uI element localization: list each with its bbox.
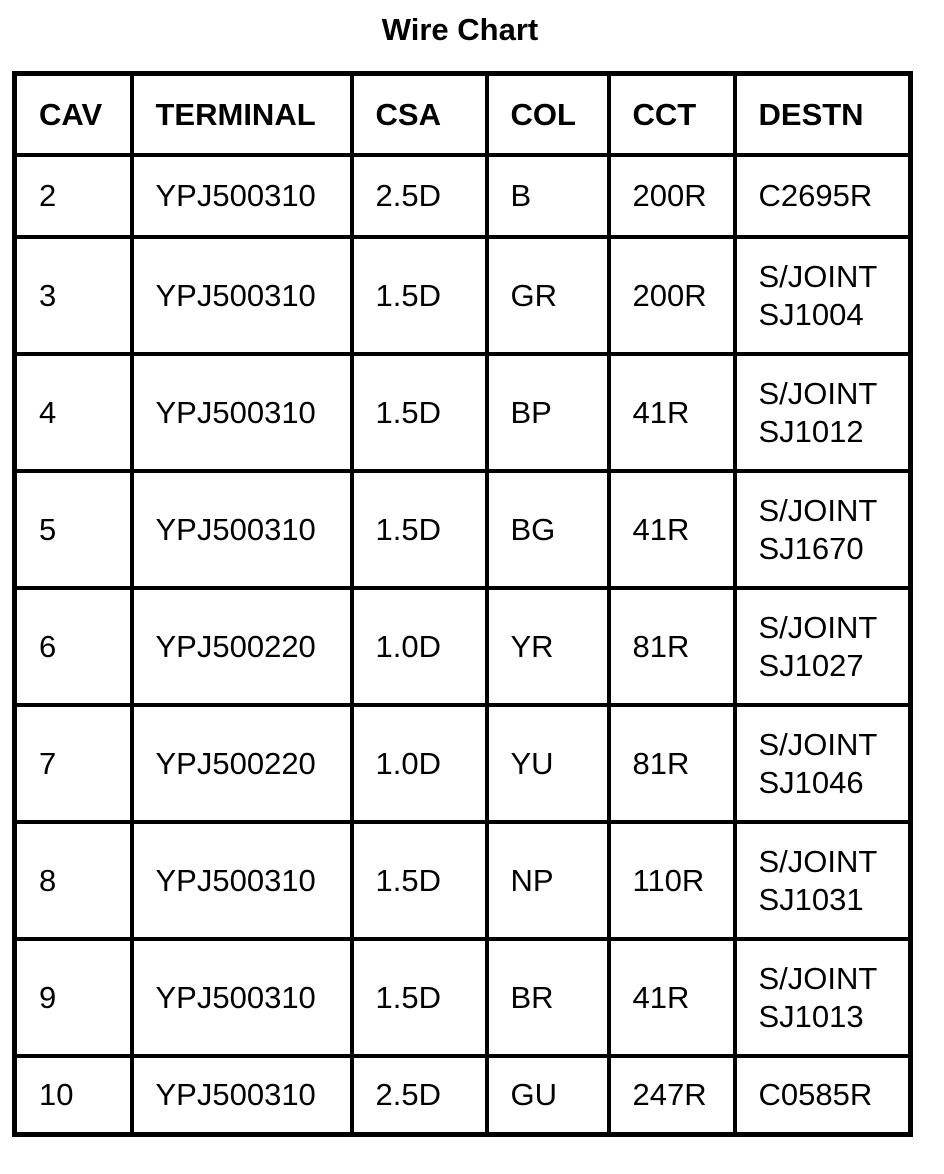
column-header-destn: DESTN xyxy=(735,74,911,156)
cell-destn xyxy=(735,471,911,588)
destn-line: S/JOINT xyxy=(758,375,878,411)
cell-csa: 1.5D xyxy=(352,822,487,939)
cell-terminal: YPJ500310 xyxy=(132,155,352,237)
cell-destn xyxy=(735,237,911,354)
cell-cct: 81R xyxy=(609,705,735,822)
cell-terminal: YPJ500220 xyxy=(132,588,352,705)
cell-terminal: YPJ500310 xyxy=(132,1056,352,1135)
destn-line: C2695R xyxy=(758,178,873,213)
table-row xyxy=(15,1056,911,1135)
cell-cav: 4 xyxy=(15,354,132,471)
column-header-cct: CCT xyxy=(609,74,735,156)
wire-chart-table xyxy=(12,71,913,1137)
column-header-terminal: TERMINAL xyxy=(132,74,352,156)
cell-destn xyxy=(735,155,911,237)
cell-cct: 41R xyxy=(609,939,735,1056)
cell-cct: 110R xyxy=(609,822,735,939)
destn-line: SJ1013 xyxy=(758,998,864,1034)
destn-line: S/JOINT xyxy=(758,726,878,762)
destn-line: SJ1004 xyxy=(758,296,864,332)
cell-destn xyxy=(735,705,911,822)
cell-csa: 1.5D xyxy=(352,354,487,471)
cell-cav: 9 xyxy=(15,939,132,1056)
cell-destn xyxy=(735,588,911,705)
table-row xyxy=(15,939,911,1056)
destn-line: SJ1012 xyxy=(758,413,864,449)
cell-destn xyxy=(735,354,911,471)
column-header-csa: CSA xyxy=(352,74,487,156)
cell-col: YR xyxy=(487,588,609,705)
cell-col: GU xyxy=(487,1056,609,1135)
cell-cct: 200R xyxy=(609,237,735,354)
header-row xyxy=(15,74,911,156)
destn-line: SJ1670 xyxy=(758,530,864,566)
column-header-cav: CAV xyxy=(15,74,132,156)
cell-col: YU xyxy=(487,705,609,822)
cell-destn xyxy=(735,939,911,1056)
cell-cct: 247R xyxy=(609,1056,735,1135)
destn-line: SJ1046 xyxy=(758,764,864,800)
cell-terminal: YPJ500310 xyxy=(132,939,352,1056)
cell-csa: 1.5D xyxy=(352,939,487,1056)
cell-terminal: YPJ500310 xyxy=(132,822,352,939)
cell-destn xyxy=(735,822,911,939)
cell-col: BG xyxy=(487,471,609,588)
cell-cct: 41R xyxy=(609,471,735,588)
destn-line: S/JOINT xyxy=(758,960,878,996)
cell-col: BR xyxy=(487,939,609,1056)
destn-line: SJ1031 xyxy=(758,881,864,917)
column-header-col: COL xyxy=(487,74,609,156)
cell-col: BP xyxy=(487,354,609,471)
cell-cct: 81R xyxy=(609,588,735,705)
destn-line: S/JOINT xyxy=(758,258,878,294)
cell-csa: 1.0D xyxy=(352,705,487,822)
cell-cav: 3 xyxy=(15,237,132,354)
destn-line: S/JOINT xyxy=(758,843,878,879)
cell-terminal: YPJ500220 xyxy=(132,705,352,822)
destn-line: S/JOINT xyxy=(758,609,878,645)
cell-terminal: YPJ500310 xyxy=(132,471,352,588)
cell-csa: 1.0D xyxy=(352,588,487,705)
destn-line: C0585R xyxy=(758,1077,873,1112)
cell-cct: 41R xyxy=(609,354,735,471)
table-row xyxy=(15,822,911,939)
destn-line: SJ1027 xyxy=(758,647,864,683)
cell-terminal: YPJ500310 xyxy=(132,354,352,471)
table-row xyxy=(15,354,911,471)
table-row xyxy=(15,471,911,588)
cell-col: NP xyxy=(487,822,609,939)
cell-cav: 10 xyxy=(15,1056,132,1135)
cell-terminal: YPJ500310 xyxy=(132,237,352,354)
cell-cav: 7 xyxy=(15,705,132,822)
cell-cav: 8 xyxy=(15,822,132,939)
destn-line: S/JOINT xyxy=(758,492,878,528)
cell-csa: 1.5D xyxy=(352,237,487,354)
chart-title: Wire Chart xyxy=(381,12,539,47)
cell-cav: 5 xyxy=(15,471,132,588)
table-row xyxy=(15,588,911,705)
cell-col: B xyxy=(487,155,609,237)
cell-csa: 2.5D xyxy=(352,155,487,237)
cell-cav: 2 xyxy=(15,155,132,237)
cell-col: GR xyxy=(487,237,609,354)
table-row xyxy=(15,705,911,822)
cell-cct: 200R xyxy=(609,155,735,237)
cell-csa: 2.5D xyxy=(352,1056,487,1135)
cell-cav: 6 xyxy=(15,588,132,705)
table-row xyxy=(15,155,911,237)
table-row xyxy=(15,237,911,354)
cell-csa: 1.5D xyxy=(352,471,487,588)
cell-destn xyxy=(735,1056,911,1135)
